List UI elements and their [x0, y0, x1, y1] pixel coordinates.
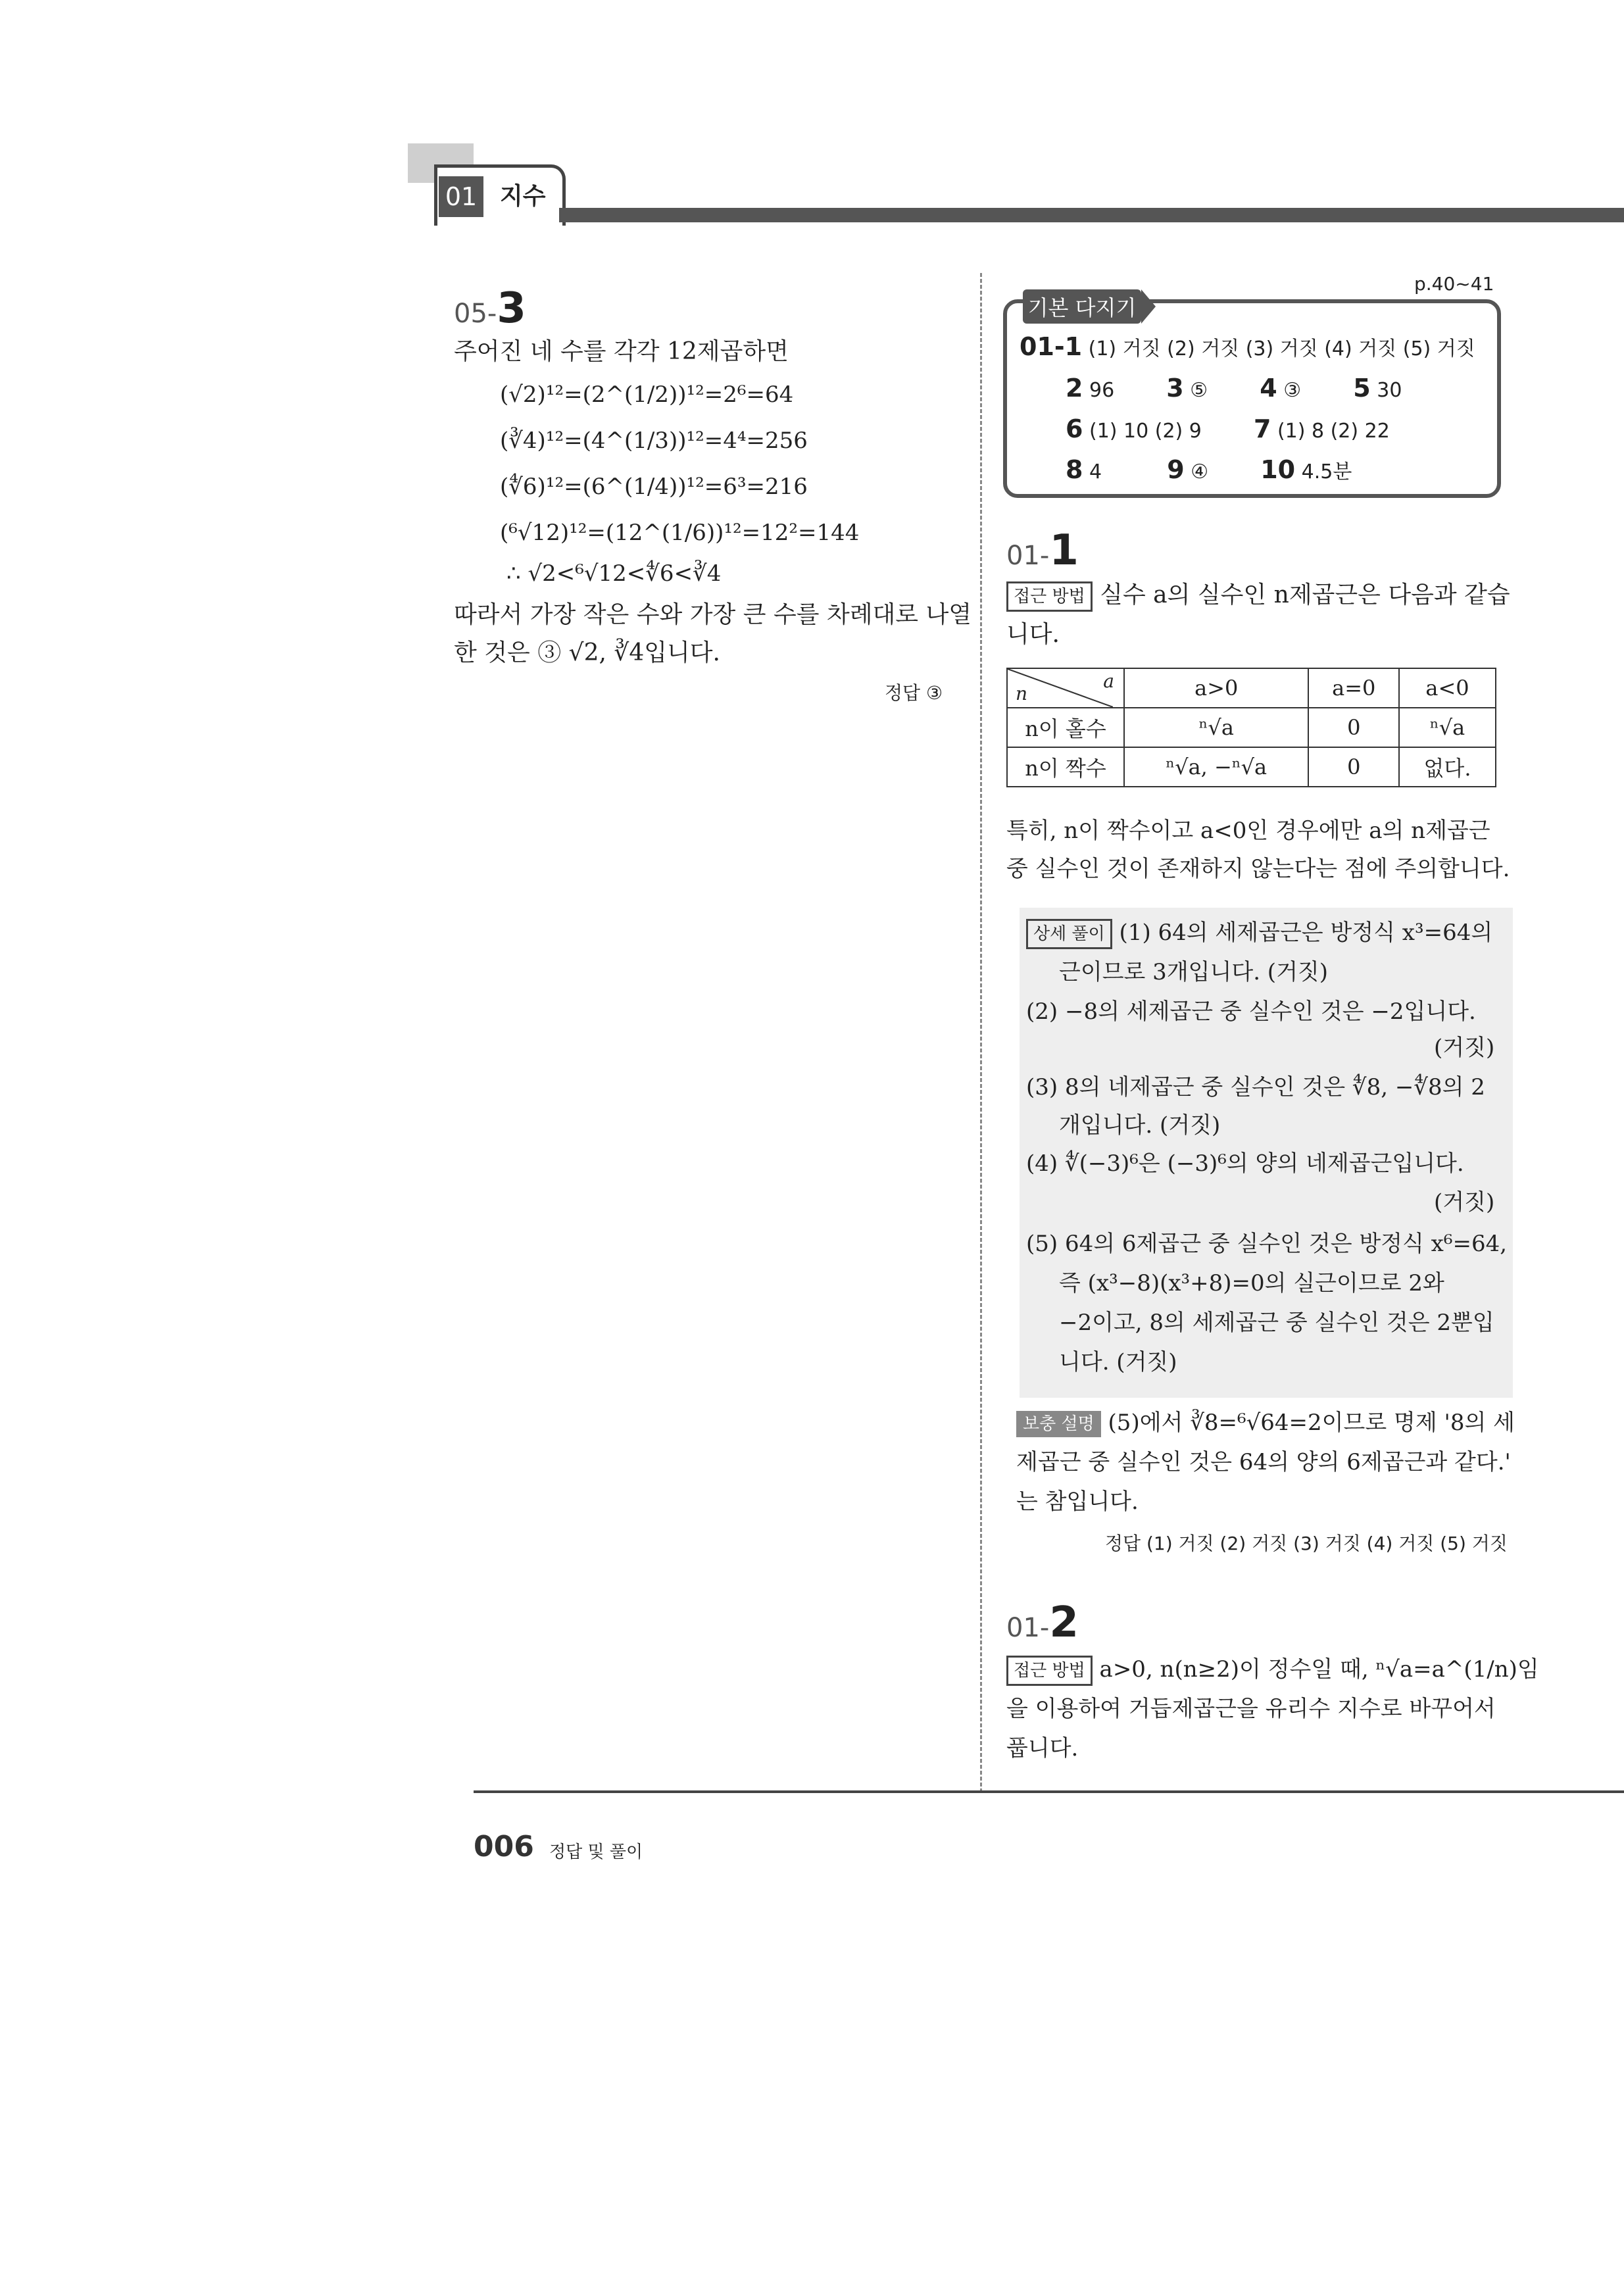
table-corner — [1007, 668, 1124, 708]
header-cell: a=0 — [1308, 668, 1399, 708]
detail-line-8: (거짓) — [1434, 1189, 1495, 1216]
detail-line-11: −2이고, 8의 세제곱근 중 실수인 것은 2뿐입 — [1059, 1310, 1494, 1336]
detail-line-3: (2) −8의 세제곱근 중 실수인 것은 −2입니다. — [1026, 998, 1476, 1025]
item-num: 4 — [1260, 374, 1277, 403]
answer-01-1: 정답 (1) 거짓 (2) 거짓 (3) 거짓 (4) 거짓 (5) 거짓 — [1105, 1533, 1508, 1554]
math-line-3: (∜6)¹²=(6^(1/4))¹²=6³=216 — [500, 474, 808, 500]
math-line-5: ∴ √2<⁶√12<∜6<∛4 — [506, 560, 722, 587]
math-line-4: (⁶√12)¹²=(12^(1/6))¹²=12²=144 — [500, 520, 860, 546]
table-cell: 없다. — [1399, 747, 1496, 787]
supplement-line-1 — [1016, 1408, 1515, 1439]
problem-num: 3 — [497, 284, 526, 333]
item-num: 10 — [1260, 455, 1296, 484]
note-line-2: 중 실수인 것이 존재하지 않는다는 점에 주의합니다. — [1006, 856, 1510, 882]
header-bar — [559, 208, 1624, 222]
detail-line-1 — [1026, 918, 1492, 949]
item-num: 5 — [1353, 374, 1371, 403]
conclusion-line-2: 한 것은 ③ √2, ∛4입니다. — [454, 639, 721, 666]
item-value: 4.5분 — [1301, 460, 1352, 483]
problem-number — [454, 284, 526, 333]
supplement-line-3: 는 참입니다. — [1016, 1489, 1139, 1515]
basic-row-4 — [1066, 455, 1352, 484]
problem-prefix: 01- — [1006, 1613, 1050, 1643]
conclusion-line-1: 따라서 가장 작은 수와 가장 큰 수를 차례대로 나열 — [454, 601, 972, 628]
corner-a: a — [1103, 670, 1114, 692]
chapter-title: 지수 — [500, 183, 546, 210]
chapter-number: 01 — [439, 176, 483, 217]
p2-line-1 — [1006, 1654, 1539, 1686]
item-num: 3 — [1166, 374, 1184, 403]
table-cell: ⁿ√a, −ⁿ√a — [1124, 747, 1308, 787]
table-header-row — [1007, 668, 1496, 708]
math-line-2: (∛4)¹²=(4^(1/3))¹²=4⁴=256 — [500, 428, 808, 454]
basic-row-1-text: (1) 거짓 (2) 거짓 (3) 거짓 (4) 거짓 (5) 거짓 — [1088, 337, 1475, 360]
item-value: ③ — [1283, 379, 1302, 402]
detail-line-6: 개입니다. (거짓) — [1059, 1112, 1221, 1139]
approach-line-1 — [1006, 579, 1510, 612]
nth-root-table — [1006, 668, 1496, 787]
math-line-1: (√2)¹²=(2^(1/2))¹²=2⁶=64 — [500, 382, 794, 408]
detail-tag: 상세 풀이 — [1026, 919, 1112, 949]
p2-text: a>0, n(n≥2)이 정수일 때, ⁿ√a=a^(1/n)임 — [1099, 1656, 1539, 1683]
detail-line-4: (거짓) — [1434, 1035, 1495, 1061]
detail-text: (1) 64의 세제곱근은 방정식 x³=64의 — [1119, 920, 1493, 946]
p2-line-3: 풉니다. — [1006, 1735, 1079, 1761]
table-cell: ⁿ√a — [1399, 708, 1496, 747]
table-cell: ⁿ√a — [1124, 708, 1308, 747]
header-cell: a<0 — [1399, 668, 1496, 708]
approach-tag: 접근 방법 — [1006, 1656, 1093, 1686]
supplement-text: (5)에서 ∛8=⁶√64=2이므로 명제 '8의 세 — [1108, 1410, 1515, 1436]
item-num: 8 — [1066, 455, 1083, 484]
detail-line-12: 니다. (거짓) — [1059, 1349, 1177, 1375]
supplement-line-2: 제곱근 중 실수인 것은 64의 양의 6제곱근과 같다.' — [1016, 1449, 1511, 1475]
approach-text: 실수 a의 실수인 n제곱근은 다음과 같습 — [1100, 581, 1510, 608]
problem-01-1-number — [1006, 526, 1079, 575]
page-number: 006 — [474, 1830, 534, 1863]
basic-practice-tab: 기본 다지기 — [1023, 289, 1141, 324]
basic-row-1-prefix: 01-1 — [1020, 332, 1083, 361]
approach-line-2: 니다. — [1006, 621, 1060, 648]
item-num: 2 — [1066, 374, 1083, 403]
item-value: 96 — [1089, 379, 1115, 402]
footer-rule — [474, 1790, 1624, 1793]
basic-row-2 — [1066, 374, 1402, 403]
problem-num: 1 — [1049, 526, 1079, 575]
page-reference: p.40~41 — [1414, 273, 1494, 295]
item-value: 30 — [1377, 379, 1402, 402]
problem-num: 2 — [1049, 1598, 1079, 1647]
table-cell: 0 — [1308, 747, 1399, 787]
item-value: ⑤ — [1190, 379, 1208, 402]
detail-line-9: (5) 64의 6제곱근 중 실수인 것은 방정식 x⁶=64, — [1026, 1231, 1508, 1257]
detail-line-7: (4) ∜(−3)⁶은 (−3)⁶의 양의 네제곱근입니다. — [1026, 1150, 1464, 1177]
detail-line-2: 근이므로 3개입니다. (거짓) — [1059, 959, 1329, 985]
row-label: n이 홀수 — [1007, 708, 1124, 747]
problem-prefix: 01- — [1006, 541, 1050, 571]
p2-line-2: 을 이용하여 거듭제곱근을 유리수 지수로 바꾸어서 — [1006, 1696, 1496, 1722]
intro-text: 주어진 네 수를 각각 12제곱하면 — [454, 338, 789, 365]
note-line-1: 특히, n이 짝수이고 a<0인 경우에만 a의 n제곱근 — [1006, 818, 1490, 844]
row-label: n이 짝수 — [1007, 747, 1124, 787]
item-num: 7 — [1253, 414, 1271, 443]
item-num: 6 — [1066, 414, 1083, 443]
item-value: (1) 8 (2) 22 — [1277, 420, 1390, 443]
answer-05-3: 정답 ③ — [885, 682, 943, 704]
problem-01-2-number — [1006, 1598, 1079, 1647]
table-cell: 0 — [1308, 708, 1399, 747]
detail-line-5: (3) 8의 네제곱근 중 실수인 것은 ∜8, −∜8의 2 — [1026, 1074, 1485, 1100]
header-cell: a>0 — [1124, 668, 1308, 708]
item-value: (1) 10 (2) 9 — [1089, 420, 1202, 443]
table-row — [1007, 747, 1496, 787]
item-num: 9 — [1167, 455, 1185, 484]
footer-label: 정답 및 풀이 — [549, 1842, 643, 1862]
column-divider — [980, 273, 982, 1792]
problem-prefix: 05- — [454, 299, 497, 329]
supplement-tag: 보충 설명 — [1016, 1411, 1101, 1437]
tab-arrow-icon — [1141, 289, 1156, 324]
approach-tag: 접근 방법 — [1006, 581, 1093, 612]
basic-row-1 — [1020, 332, 1475, 361]
item-value: ④ — [1191, 460, 1209, 483]
basic-row-3 — [1066, 414, 1390, 443]
corner-n: n — [1016, 683, 1028, 704]
item-value: 4 — [1089, 460, 1102, 483]
detail-line-10: 즉 (x³−8)(x³+8)=0의 실근이므로 2와 — [1059, 1270, 1444, 1296]
table-row — [1007, 708, 1496, 747]
